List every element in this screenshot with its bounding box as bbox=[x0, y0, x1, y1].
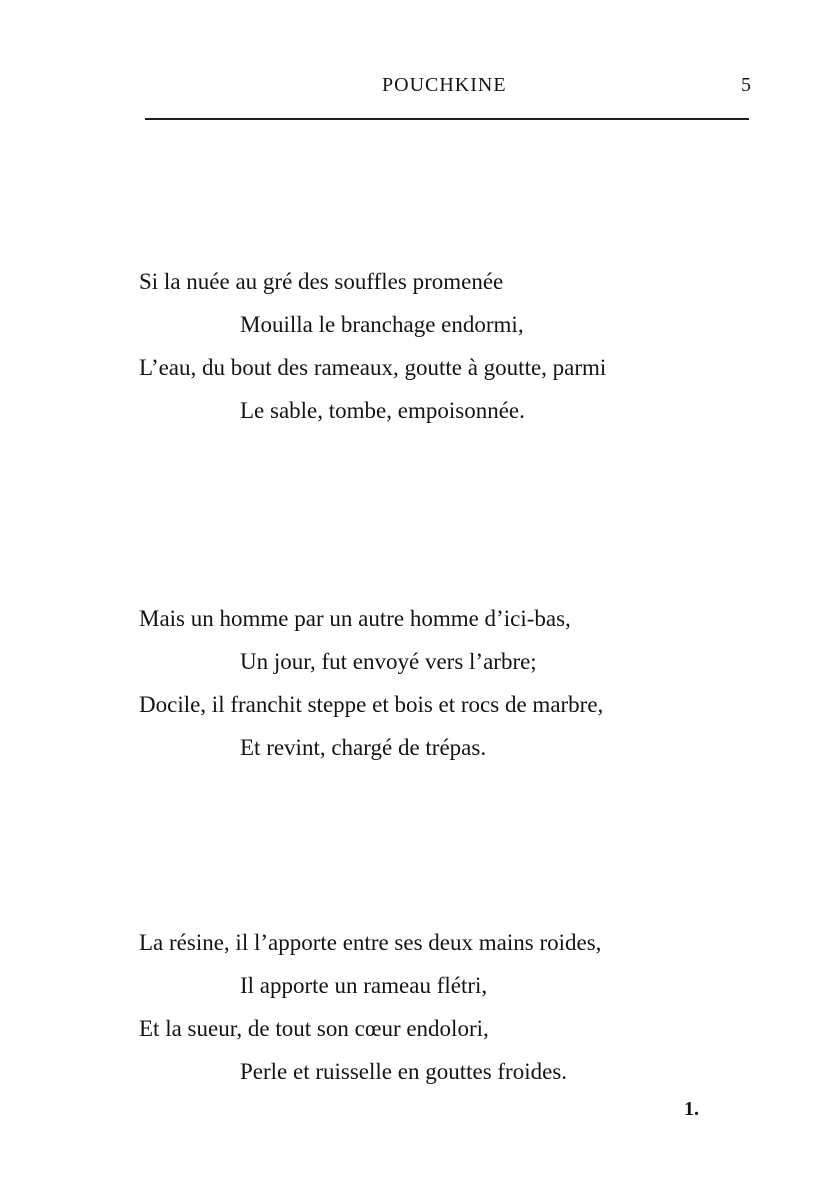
verse-line: Un jour, fut envoyé vers l’arbre; bbox=[240, 649, 537, 674]
verse-line: Et la sueur, de tout son cœur endolori, bbox=[139, 1016, 489, 1041]
verse-line: Le sable, tombe, empoisonnée. bbox=[240, 398, 525, 423]
verse-line: Perle et ruisselle en gouttes froides. bbox=[240, 1059, 568, 1084]
verse-line: Mouilla le branchage endormi, bbox=[240, 312, 524, 337]
verse-line: Si la nuée au gré des souffles promenée bbox=[139, 269, 504, 294]
verse-line: L’eau, du bout des rameaux, goutte à goutte, parmi bbox=[139, 355, 607, 380]
verse-line: La résine, il l’apporte entre ses deux mains roides, bbox=[139, 930, 602, 955]
verse-line: Mais un homme par un autre homme d’ici-bas, bbox=[139, 606, 571, 631]
header-rule bbox=[145, 118, 749, 120]
signature-mark: 1. bbox=[684, 1098, 699, 1120]
page-number: 5 bbox=[741, 74, 751, 96]
verse-line: Il apporte un rameau flétri, bbox=[240, 973, 488, 998]
running-head: POUCHKINE bbox=[382, 74, 507, 96]
verse-line: Docile, il franchit steppe et bois et rocs de marbre, bbox=[139, 692, 604, 717]
verse-line: Et revint, chargé de trépas. bbox=[240, 735, 487, 760]
